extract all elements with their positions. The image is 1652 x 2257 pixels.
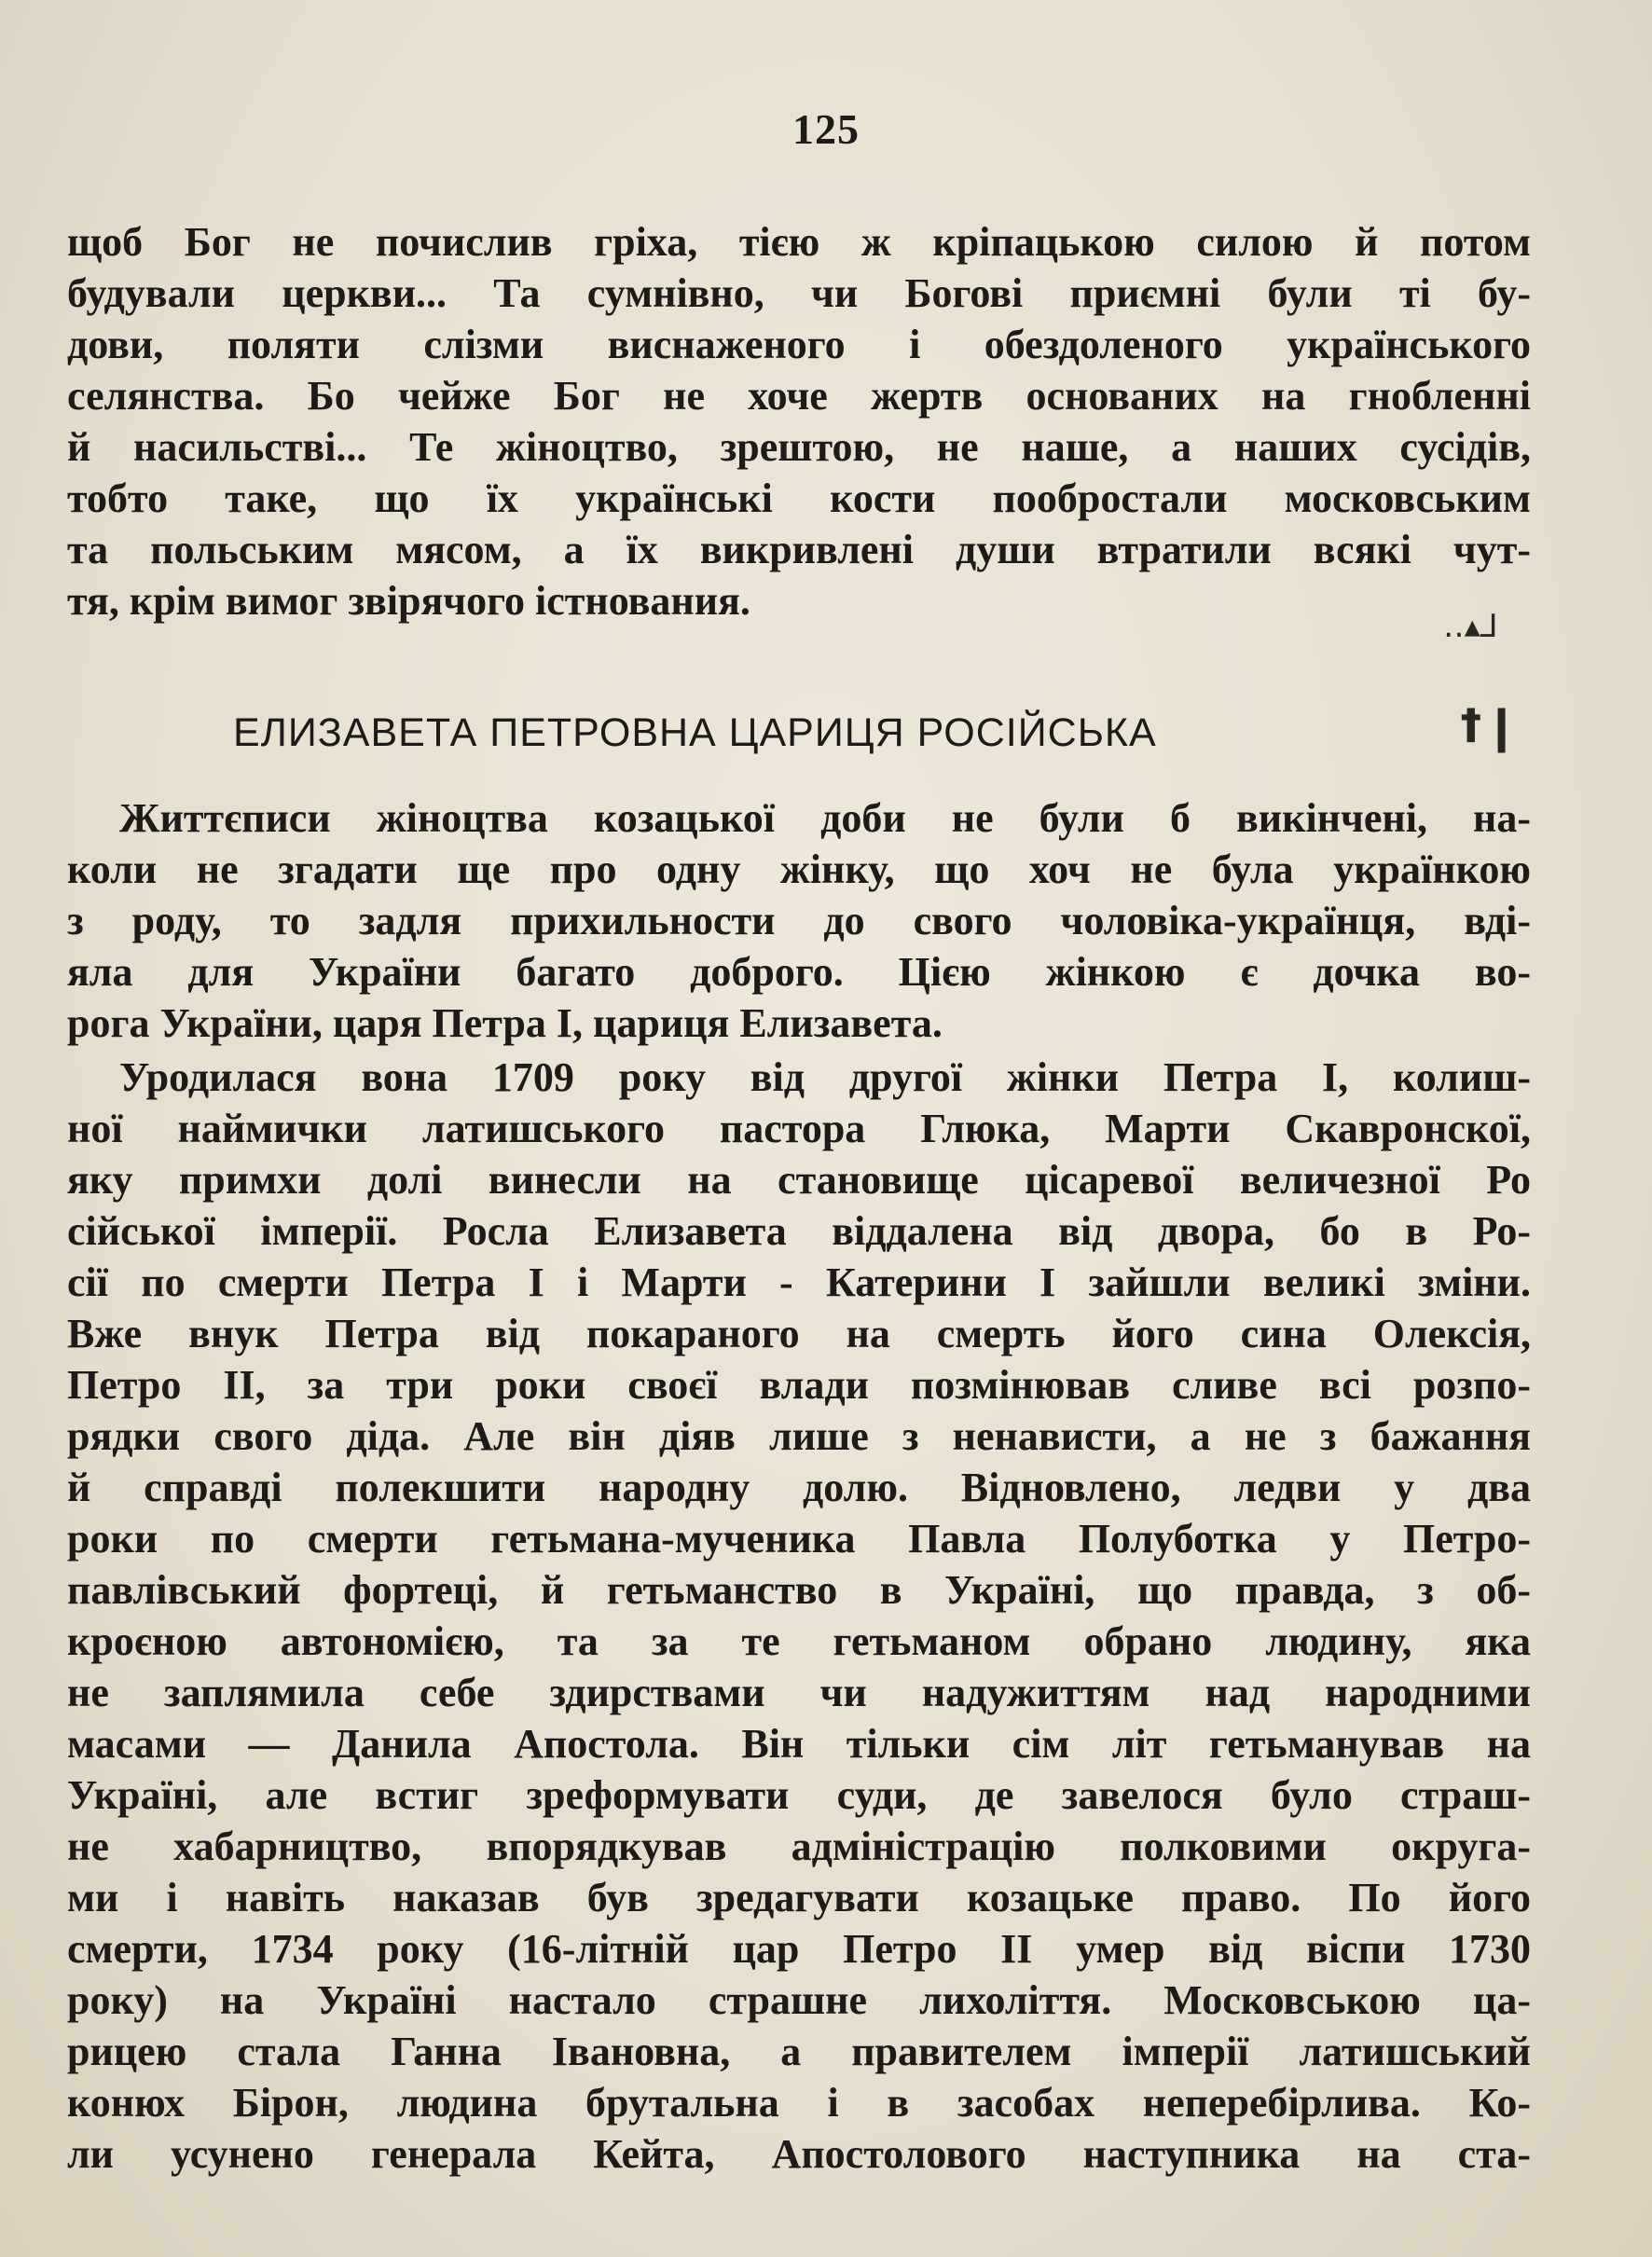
- text-line: павлівський фортеці, й гетьманство в Україні, що правда, з об-: [67, 1567, 1531, 1613]
- text-line: ної наймички латишського пастора Глюка, Марти Скавронскої,: [67, 1106, 1531, 1151]
- text-line: Життєписи жіноцтва козацької доби не були б викінчені, на-: [119, 795, 1531, 841]
- text-line: тя, крім вимог звірячого істнования.: [67, 578, 750, 624]
- text-line: масами — Данила Апостола. Він тільки сім літ гетьманував на: [67, 1721, 1531, 1767]
- text-line: тобто таке, що їх українські кости пообростали московським: [67, 475, 1531, 521]
- text-line: та польським мясом, а їх викривлені души втратили всякі чут-: [67, 527, 1531, 572]
- paragraph-continued: [67, 216, 1531, 626]
- text-line: селянства. Бо чейже Бог не хоче жертв основаних на гнобленні: [67, 373, 1531, 419]
- text-line: року) на Україні настало страшне лихоліття. Московською ца-: [67, 1977, 1531, 2023]
- text-line: сійської імперії. Росла Елизавета віддалена від двора, бо в Ро-: [67, 1208, 1531, 1254]
- text-line: Вже внук Петра від покараного на смерть його сина Олексія,: [67, 1311, 1531, 1356]
- section-heading: ЕЛИЗАВЕТА ПЕТРОВНА ЦАРИЦЯ РОСІЙСЬКА: [233, 710, 1157, 755]
- text-line: й насильстві... Те жіноцтво, зрештою, не наше, а наших сусідів,: [67, 424, 1531, 470]
- text-line: ли усунено генерала Кейта, Апостолового наступника на ста-: [67, 2131, 1531, 2177]
- text-line: Петро II, за три роки своєї влади позмінював сливе всі розпо-: [67, 1362, 1531, 1408]
- text-line: будували церкви... Та сумнівно, чи Богові приємні були ті бу-: [67, 270, 1531, 316]
- text-line: рицею стала Ганна Івановна, а правителем імперії латишський: [67, 2029, 1531, 2074]
- paragraph-intro: [67, 792, 1531, 1049]
- text-line: ми і навіть наказав був зредагувати козацьке право. По його: [67, 1875, 1531, 1920]
- text-line: щоб Бог не почислив гріха, тією ж кріпацькою силою й потом: [67, 219, 1531, 265]
- text-line: коли не згадати ще про одну жінку, що хоч не була українкою: [67, 846, 1531, 892]
- text-line: яла для України багато доброго. Цією жінкою є дочка во-: [67, 949, 1531, 995]
- ink-mark-icon: ‥▴⅃: [1443, 608, 1498, 645]
- text-line: Україні, але встиг зреформувати суди, де завелося було страш-: [67, 1772, 1531, 1818]
- text-line: й справді полекшити народну долю. Відновлено, ледви у два: [67, 1465, 1531, 1510]
- text-line: яку примхи долі винесли на становище цісаревої величезної Ро: [67, 1157, 1531, 1203]
- text-line: дови, поляти слізми виснаженого і обездоленого українського: [67, 322, 1531, 367]
- text-line: не хабарництво, впорядкував адміністрацію полковими округа-: [67, 1823, 1531, 1869]
- text-line: Уродилася вона 1709 року від другої жінки Петра І, колиш-: [119, 1054, 1531, 1100]
- text-line: сії по смерти Петра І і Марти - Катерини І зайшли великі зміни.: [67, 1259, 1531, 1305]
- page-number: 125: [792, 105, 860, 153]
- text-line: конюх Бірон, людина брутальна і в засобах неперебірлива. Ко-: [67, 2080, 1531, 2126]
- ink-mark-icon: ꝉ❙: [1459, 701, 1521, 753]
- text-line: кроєною автономією, та за те гетьманом обрано людину, яка: [67, 1618, 1531, 1664]
- text-line: рядки свого діда. Але він діяв лише з ненависти, а не з бажання: [67, 1413, 1531, 1459]
- paragraph-biography: [67, 1052, 1531, 2180]
- text-line: смерти, 1734 року (16-літній цар Петро II умер від віспи 1730: [67, 1926, 1531, 1972]
- text-line: рога України, царя Петра І, цариця Елизавета.: [67, 1000, 943, 1046]
- text-line: не заплямила себе здирствами чи надужиттям над народними: [67, 1670, 1531, 1715]
- text-line: роки по смерти гетьмана-мученика Павла Полуботка у Петро-: [67, 1516, 1531, 1562]
- text-line: з роду, то задля прихильности до свого чоловіка-українця, вді-: [67, 898, 1531, 943]
